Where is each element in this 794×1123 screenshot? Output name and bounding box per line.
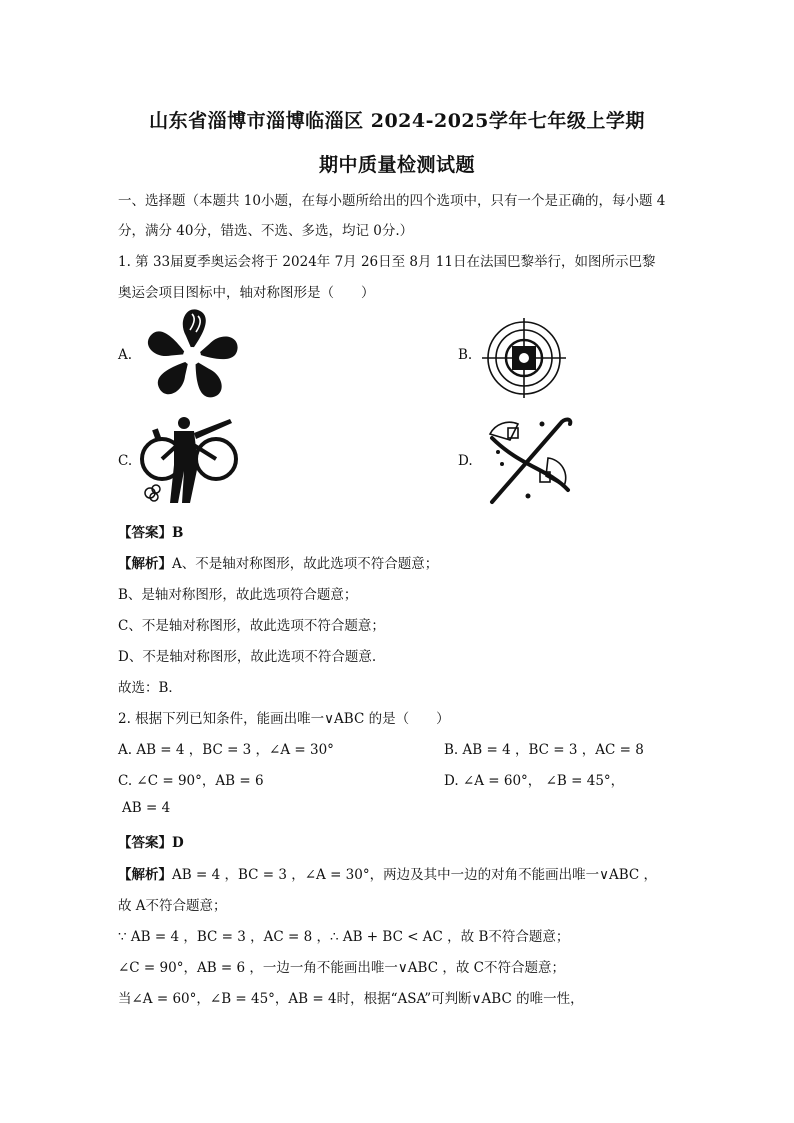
q2-option-d-continued: AB = 4 [122, 800, 171, 816]
q1-answer: 【答案】B [118, 525, 184, 541]
q1-analysis-3: C、不是轴对称图形，故此选项不符合题意； [118, 618, 385, 634]
q2-option-d: D. ∠A = 60°， ∠B = 45°， [444, 773, 625, 789]
q2-analysis-4: ∠C = 90°，AB = 6 ，一边一角不能画出唯一∨ABC ，故 C不符合题意； [118, 960, 565, 976]
q1-option-c-label: C. [118, 453, 133, 469]
q1-analysis-label: 【解析】 [118, 556, 172, 572]
q2-answer: 【答案】D [118, 835, 184, 851]
q2-analysis-2: 故 A不符合题意； [118, 898, 227, 914]
q1-option-d-label: D. [458, 453, 473, 469]
q2-analysis-1 [118, 863, 657, 883]
q1-analysis-text-1: A、不是轴对称图形，故此选项不符合题意； [172, 556, 439, 572]
q1-analysis-2: B、是轴对称图形，故此选项符合题意； [118, 587, 358, 603]
q1-choose: 故选：B． [118, 680, 182, 696]
q2-analysis-label: 【解析】 [118, 867, 172, 883]
q2-analysis-3: ∵ AB = 4 ，BC = 3 ，AC = 8 ，∴ AB + BC < AC ，故 B不符合题意； [118, 929, 570, 945]
q1-analysis-4: D、不是轴对称图形，故此选项不符合题意. [118, 649, 377, 665]
cyclist-carrying-bike-icon [138, 415, 240, 507]
archery-target-icon [480, 318, 568, 398]
q2-option-c: C. ∠C = 90°，AB = 6 [118, 773, 264, 789]
q2-stem: 2. 根据下列已知条件，能画出唯一∨ABC 的是（ ） [118, 711, 450, 727]
section-instructions-1: 一、选择题（本题共 10小题，在每小题所给出的四个选项中，只有一个是正确的，每小题 4 [118, 193, 666, 209]
q1-analysis-1 [118, 552, 438, 572]
q1-stem-2: 奥运会项目图标中，轴对称图形是（ ） [118, 285, 375, 301]
q1-stem-1: 1. 第 33届夏季奥运会将于 2024年 7月 26日至 8月 11日在法国巴黎举行，如图所示巴黎 [118, 254, 656, 270]
title-line-2: 期中质量检测试题 [318, 154, 475, 176]
q1-option-b-label: B. [458, 347, 473, 363]
q2-analysis-text-1: AB = 4 ，BC = 3 ，∠A = 30°，两边及其中一边的对角不能画出唯一∨ABC ， [172, 867, 658, 883]
section-instructions-2: 分，满分 40分，错选、不选、多选，均记 0分.） [118, 223, 414, 239]
q2-option-a: A. AB = 4 ，BC = 3 ，∠A = 30° [118, 742, 334, 758]
q1-option-a-label: A. [118, 347, 133, 363]
q2-option-b: B. AB = 4 ，BC = 3 ，AC = 8 [444, 742, 644, 758]
title-line-1: 山东省淄博市淄博临淄区 2024-2025学年七年级上学期 [149, 110, 645, 132]
q2-analysis-5: 当∠A = 60°，∠B = 45°，AB = 4时，根据“ASA”可判断∨ABC 的唯一性， [118, 991, 584, 1007]
swimming-pinwheel-icon [140, 308, 244, 404]
hockey-sticks-icon [480, 410, 580, 508]
